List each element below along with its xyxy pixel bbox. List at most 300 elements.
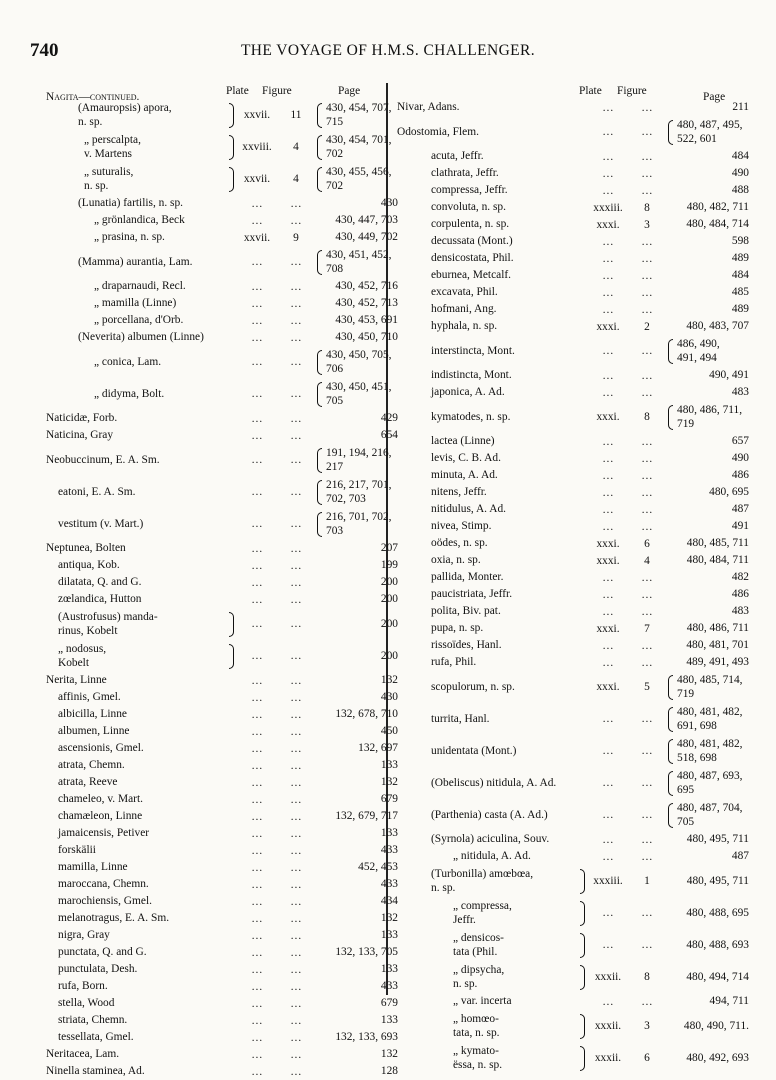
entry-name-continuation: tata, n. sp.	[453, 1027, 500, 1039]
entry-name	[397, 1012, 587, 1041]
page-references	[314, 1047, 398, 1062]
page-references	[665, 118, 749, 147]
page-ref-continuation: 518, 698	[677, 752, 717, 764]
index-entry	[46, 591, 398, 608]
entry-name-line: oxia, n. sp.	[431, 554, 481, 567]
index-entry	[397, 233, 749, 250]
entry-name-continuation: n. sp.	[431, 882, 456, 894]
page-references	[665, 553, 749, 568]
plate-column-header: Plate	[579, 85, 602, 97]
index-entry	[397, 301, 749, 318]
plate-number: …	[251, 297, 263, 310]
entry-name	[46, 213, 236, 228]
page-ref-line: 430	[380, 691, 398, 704]
entry-name-line: „ suturalis,	[84, 165, 134, 178]
plate-number: …	[602, 101, 614, 114]
page-references	[314, 911, 398, 926]
plate-number: xxxii.	[594, 971, 622, 983]
entry-name-line: Neptunea, Bolten	[46, 542, 126, 555]
index-entry	[397, 848, 749, 865]
entry-name-line: „ mamilla (Linne)	[94, 297, 177, 310]
figure-number: …	[641, 469, 653, 482]
index-entry	[397, 767, 749, 799]
entry-name	[397, 655, 587, 670]
figure-number: …	[290, 331, 302, 344]
figure-number: …	[641, 503, 653, 516]
figure-number: 11	[290, 109, 302, 121]
index-entry	[46, 427, 398, 444]
entry-name-line: decussata (Mont.)	[431, 235, 513, 248]
index-entry	[46, 508, 398, 540]
figure-number: …	[290, 518, 302, 530]
entry-name	[46, 911, 236, 926]
figure-number: …	[641, 167, 653, 180]
entry-name	[46, 758, 236, 773]
plate-number: …	[251, 356, 263, 368]
entry-name	[46, 979, 236, 994]
entry-name-line: minuta, A. Ad.	[431, 469, 498, 482]
figure-number: …	[290, 280, 302, 293]
entry-name-line: forskälii	[58, 844, 96, 857]
entry-name-line: hyphala, n. sp.	[431, 320, 498, 333]
entry-name	[397, 712, 587, 727]
index-entry	[397, 401, 749, 433]
index-entry	[46, 195, 398, 212]
figure-number: …	[290, 980, 302, 993]
entry-name	[46, 485, 236, 500]
figure-column-header: Figure	[262, 85, 292, 97]
index-entry	[46, 574, 398, 591]
entry-name-continuation: ëssa, n. sp.	[453, 1059, 503, 1071]
entry-name	[46, 558, 236, 573]
page-references	[665, 587, 749, 602]
index-entry	[397, 637, 749, 654]
page-ref-line: 488	[731, 184, 749, 197]
entry-name-line: „ densicos-	[453, 931, 504, 944]
index-entry	[397, 799, 749, 831]
entry-name-continuation: rinus, Kobelt	[58, 625, 118, 637]
entry-name	[46, 196, 236, 211]
entry-name-continuation: Jeffr.	[453, 914, 476, 926]
index-entry	[46, 346, 398, 378]
entry-name-line: rufa, Phil.	[431, 656, 477, 669]
entry-name	[46, 610, 236, 639]
page-ref-continuation: 702	[326, 180, 344, 192]
index-entry	[397, 267, 749, 284]
page-ref-line: 480, 494, 714	[686, 970, 749, 983]
page-ref-line: 132	[380, 776, 398, 789]
entry-name	[397, 251, 587, 266]
page-ref-line: 480, 486, 711	[686, 622, 749, 635]
plate-column-header: Plate	[226, 85, 249, 97]
figure-number: 4	[293, 173, 299, 185]
page-ref-line: 430, 451, 452,	[326, 248, 392, 261]
page-references	[665, 251, 749, 266]
running-title: THE VOYAGE OF H.M.S. CHALLENGER.	[240, 42, 536, 59]
page-ref-continuation: 708	[326, 263, 344, 275]
entry-name	[46, 945, 236, 960]
plate-number: xxxi.	[596, 537, 620, 550]
index-entry	[46, 608, 398, 640]
entry-name	[46, 809, 236, 824]
entry-name-line: excavata, Phil.	[431, 286, 498, 299]
plate-number: …	[251, 776, 263, 789]
page-ref-continuation: 715	[326, 116, 344, 128]
entry-name-line: Odostomia, Flem.	[397, 125, 479, 138]
entry-name	[397, 485, 587, 500]
plate-number: …	[602, 235, 614, 248]
page-references	[665, 1019, 749, 1034]
figure-number: …	[641, 833, 653, 846]
page-ref-line: 480, 486, 711,	[677, 403, 743, 416]
plate-number: …	[251, 454, 263, 466]
entry-name	[397, 410, 587, 425]
page-references	[314, 313, 398, 328]
plate-number: xxxi.	[596, 622, 620, 635]
index-entry	[46, 944, 398, 961]
index-entry	[46, 995, 398, 1012]
entry-name-line: acuta, Jeffr.	[431, 150, 484, 163]
entry-name	[46, 962, 236, 977]
entry-name-line: Naticidæ, Forb.	[46, 412, 118, 425]
entry-name	[397, 994, 587, 1009]
entry-name-continuation: v. Martens	[84, 148, 132, 160]
index-entry	[46, 927, 398, 944]
page-references	[665, 319, 749, 334]
entry-name-line: (Mamma) aurantia, Lam.	[78, 255, 193, 268]
entry-name-line: densicostata, Phil.	[431, 252, 514, 265]
page-ref-line: 487	[731, 850, 749, 863]
index-entry	[397, 199, 749, 216]
plate-number: …	[602, 639, 614, 652]
page-ref-line: 132, 678, 710	[335, 708, 398, 721]
plate-number: …	[602, 850, 614, 863]
entry-name	[46, 355, 236, 370]
page-references	[665, 673, 749, 702]
plate-number: …	[602, 252, 614, 265]
figure-column-header: Figure	[617, 85, 647, 97]
entry-name-continuation: n. sp.	[78, 116, 103, 128]
figure-number: 3	[644, 218, 650, 231]
entry-name-line: convoluta, n. sp.	[431, 201, 506, 214]
page-ref-line: 598	[731, 235, 749, 248]
entry-name	[397, 638, 587, 653]
page-ref-line: 480, 488, 693	[686, 938, 749, 951]
entry-name-line: „ grönlandica, Beck	[94, 214, 185, 227]
page-references	[665, 234, 749, 249]
page-references	[314, 775, 398, 790]
entry-name-line: levis, C. B. Ad.	[431, 452, 501, 465]
page-references	[314, 894, 398, 909]
page-ref-line: 480, 488, 695	[686, 906, 749, 919]
page-references	[314, 101, 398, 130]
plate-number: …	[602, 713, 614, 725]
index-entry	[397, 216, 749, 233]
plate-number: …	[602, 833, 614, 846]
page-ref-line: 480, 485, 714,	[677, 673, 743, 686]
page-ref-continuation: 703	[326, 525, 344, 537]
figure-number: 2	[644, 320, 650, 333]
entry-name-line: (Syrnola) aciculina, Souv.	[431, 833, 550, 846]
page-ref-line: 132	[380, 912, 398, 925]
figure-number: …	[641, 777, 653, 789]
page-references	[665, 705, 749, 734]
page-ref-continuation: 695	[677, 784, 695, 796]
plate-number: …	[251, 214, 263, 227]
entry-name-line: nigra, Gray	[58, 929, 110, 942]
index-entry	[46, 229, 398, 246]
plate-number: …	[602, 286, 614, 299]
index-entry	[397, 735, 749, 767]
page-ref-line: 480, 483, 707	[686, 320, 749, 333]
page-column-header: Page	[338, 85, 361, 97]
figure-number: …	[290, 929, 302, 942]
plate-number: …	[602, 167, 614, 180]
index-entry	[397, 831, 749, 848]
entry-name-line: nitidulus, A. Ad.	[431, 503, 507, 516]
entry-name-line: albicilla, Linne	[58, 708, 127, 721]
plate-number: …	[251, 388, 263, 400]
page-references	[665, 149, 749, 164]
page-number: 740	[30, 40, 59, 61]
plate-number: …	[251, 742, 263, 755]
index-entry	[46, 131, 398, 163]
entry-name	[397, 166, 587, 181]
page-ref-continuation: 705	[677, 816, 695, 828]
figure-number: …	[290, 256, 302, 268]
entry-name	[46, 230, 236, 245]
entry-name-line: „ nodosus,	[58, 642, 107, 655]
plate-number: …	[251, 256, 263, 268]
entry-name	[46, 1013, 236, 1028]
index-entry	[397, 165, 749, 182]
page-references	[665, 183, 749, 198]
entry-name-line: (Parthenia) casta (A. Ad.)	[431, 808, 548, 821]
entry-name-line: scopulorum, n. sp.	[431, 680, 515, 693]
entry-name-line: vestitum (v. Mart.)	[58, 517, 144, 530]
page-ref-line: 133	[380, 759, 398, 772]
entry-name-line: „ nitidula, A. Ad.	[453, 850, 531, 863]
index-entry	[397, 148, 749, 165]
entry-name	[397, 451, 587, 466]
figure-number: …	[290, 429, 302, 442]
index-entry	[397, 450, 749, 467]
entry-name	[397, 217, 587, 232]
figure-number: …	[290, 576, 302, 589]
plate-number: xxxiii.	[593, 201, 623, 214]
entry-name	[46, 1047, 236, 1062]
plate-number: …	[602, 939, 614, 951]
page-ref-continuation: 522, 601	[677, 133, 717, 145]
figure-number: …	[290, 297, 302, 310]
page-ref-line: 128	[380, 1065, 398, 1078]
page-references	[665, 166, 749, 181]
plate-number: xxxii.	[594, 1020, 622, 1032]
plate-number: …	[251, 559, 263, 572]
page-references	[665, 285, 749, 300]
entry-name-line: „ conica, Lam.	[94, 355, 162, 368]
index-entry	[397, 250, 749, 267]
entry-name	[397, 100, 587, 115]
plate-number: …	[251, 963, 263, 976]
figure-number: …	[290, 997, 302, 1010]
page-ref-line: 430, 452, 716	[335, 280, 398, 293]
entry-name-line: (Amauropsis) apora,	[78, 101, 172, 114]
page-ref-line: 430, 452, 713	[335, 297, 398, 310]
entry-name-line: melanotragus, E. A. Sm.	[58, 912, 170, 925]
page-references	[665, 604, 749, 619]
entry-name-line: turrita, Hanl.	[431, 712, 490, 725]
entry-name	[397, 319, 587, 334]
plate-number: …	[251, 861, 263, 874]
page-ref-line: 491	[731, 520, 749, 533]
index-entry	[46, 672, 398, 689]
page-ref-line: 199	[380, 559, 398, 572]
page-references	[665, 302, 749, 317]
entry-name	[397, 200, 587, 215]
page-ref-continuation: 705	[326, 395, 344, 407]
page-references	[665, 801, 749, 830]
figure-number: …	[641, 713, 653, 725]
entry-name-line: punctulata, Desh.	[58, 963, 138, 976]
index-entry	[397, 993, 749, 1010]
page-ref-line: 430, 449, 702	[335, 231, 398, 244]
page-references	[665, 485, 749, 500]
figure-number: 5	[644, 681, 650, 693]
page-references	[314, 617, 398, 632]
plate-number: …	[602, 745, 614, 757]
page-ref-line: 430	[380, 197, 398, 210]
figure-number: …	[641, 656, 653, 669]
page-references	[314, 592, 398, 607]
page-ref-continuation: 719	[677, 418, 695, 430]
page-ref-line: 486	[731, 469, 749, 482]
plate-number: …	[602, 656, 614, 669]
index-entry	[46, 978, 398, 995]
plate-number: …	[602, 452, 614, 465]
figure-number: …	[290, 776, 302, 789]
page-ref-line: 450	[380, 725, 398, 738]
page-ref-continuation: 702	[326, 148, 344, 160]
page-references	[665, 337, 749, 366]
page-ref-line: 494, 711	[709, 995, 749, 1008]
index-entry	[46, 246, 398, 278]
page-ref-line: 191, 194, 216,	[326, 446, 392, 459]
page-references	[314, 741, 398, 756]
figure-number: …	[641, 150, 653, 163]
entry-name	[46, 330, 236, 345]
page-references	[665, 468, 749, 483]
figure-number: …	[290, 214, 302, 227]
entry-name-line: mamilla, Linne	[58, 861, 128, 874]
entry-name	[46, 592, 236, 607]
page-ref-line: 452, 453	[358, 861, 398, 874]
page-ref-line: 207	[380, 542, 398, 555]
index-entry	[46, 99, 398, 131]
entry-name	[397, 519, 587, 534]
entry-name	[46, 843, 236, 858]
plate-number: …	[602, 303, 614, 316]
entry-name-line: chamæleon, Linne	[58, 810, 143, 823]
page-ref-line: 489	[731, 252, 749, 265]
plate-number: …	[251, 759, 263, 772]
plate-number: …	[251, 197, 263, 210]
figure-number: …	[641, 995, 653, 1008]
entry-name-continuation: n. sp.	[84, 180, 109, 192]
page-references	[314, 575, 398, 590]
index-entry	[46, 378, 398, 410]
plate-number: …	[602, 777, 614, 789]
entry-name-line: dilatata, Q. and G.	[58, 576, 142, 589]
page-references	[314, 809, 398, 824]
index-entry	[46, 876, 398, 893]
page-column-header: Page	[703, 91, 726, 103]
entry-name	[46, 313, 236, 328]
index-entry	[46, 961, 398, 978]
page-references	[314, 510, 398, 539]
plate-number: …	[251, 827, 263, 840]
entry-name-line: Neritacea, Lam.	[46, 1048, 120, 1061]
index-entry	[397, 484, 749, 501]
entry-name-line: (Turbonilla) amœbœa,	[431, 867, 534, 880]
page-header	[0, 40, 776, 66]
entry-name-line: atrata, Chemn.	[58, 759, 125, 772]
entry-name	[46, 517, 236, 532]
page-ref-line: 132, 133, 705	[335, 946, 398, 959]
figure-number: …	[290, 946, 302, 959]
plate-number: …	[602, 503, 614, 516]
entry-name	[397, 285, 587, 300]
plate-number: xxvii.	[243, 231, 271, 244]
index-entry	[46, 212, 398, 229]
index-entry	[397, 367, 749, 384]
index-entry	[397, 1010, 749, 1042]
page-references	[665, 638, 749, 653]
plate-number: …	[251, 708, 263, 721]
figure-number: …	[641, 809, 653, 821]
entry-name	[397, 931, 587, 960]
page-references	[314, 248, 398, 277]
entry-name	[46, 996, 236, 1011]
figure-number: …	[290, 454, 302, 466]
page-ref-line: 486	[731, 588, 749, 601]
plate-number: …	[602, 435, 614, 448]
page-ref-line: 430, 450, 451,	[326, 380, 392, 393]
figure-number: …	[290, 650, 302, 662]
page-references	[314, 446, 398, 475]
page-ref-line: 486, 490,	[677, 337, 720, 350]
page-references	[665, 403, 749, 432]
page-ref-line: 480, 482, 711	[686, 201, 749, 214]
page-references	[314, 724, 398, 739]
entry-name-line: stella, Wood	[58, 997, 115, 1010]
page-references	[665, 200, 749, 215]
plate-number: …	[251, 725, 263, 738]
index-entry	[46, 757, 398, 774]
figure-number: …	[290, 912, 302, 925]
figure-number: …	[290, 759, 302, 772]
page-ref-line: 482	[731, 571, 749, 584]
plate-number: xxvii.	[243, 109, 271, 121]
plate-number: …	[251, 793, 263, 806]
left-column	[46, 83, 398, 1080]
page-ref-line: 433	[380, 844, 398, 857]
page-references	[665, 938, 749, 953]
entry-name-line: Ninella staminea, Ad.	[46, 1065, 145, 1078]
page-ref-line: 480, 487, 693,	[677, 769, 743, 782]
figure-number: …	[641, 745, 653, 757]
entry-name	[46, 673, 236, 688]
